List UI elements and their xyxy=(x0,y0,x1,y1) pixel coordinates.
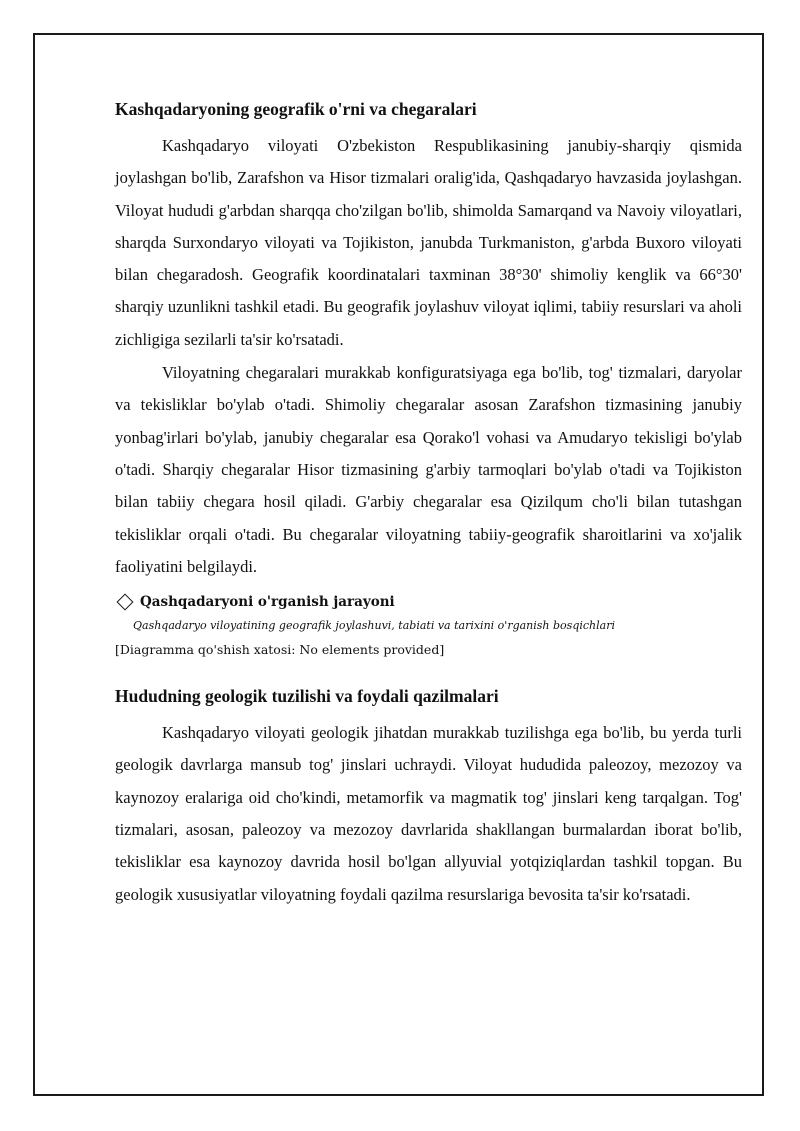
diagram-title-row xyxy=(115,590,742,614)
section-heading-geology: Hududning geologik tuzilishi va foydali qazilmalari xyxy=(115,686,499,707)
diagram-title: Qashqadaryoni o'rganish jarayoni xyxy=(140,594,395,611)
diamond-icon xyxy=(117,594,134,611)
paragraph-geology: Kashqadaryo viloyati geologik jihatdan murakkab tuzilishga ega bo'lib, bu yerda turli geologik davrlarga mansub tog' jinslari uchraydi. Viloyat hududida paleozoy, mezozoy va kaynozoy eralariga oid cho'kindi, metamorfik va magmatik tog' jinslari keng tarqalgan. Tog' tizmalari, asosan, paleozoy va mezozoy davrlarida shakllangan burmalardan iborat bo'lib, tekisliklar esa kaynozoy davrida hosil bo'lgan allyuvial yotqiziqlardan tashkil topgan. Bu geologik xususiyatlar viloyatning foydali qazilma resurslariga bevosita ta'sir ko'rsatadi. xyxy=(115,723,742,904)
diagram-error-message: [Diagramma qo'shish xatosi: No elements provided] xyxy=(115,642,445,658)
document-body xyxy=(115,95,742,911)
diagram-subtitle: Qashqadaryo viloyatining geografik joylashuvi, tabiati va tarixini o'rganish bosqichlari xyxy=(133,619,615,633)
paragraph-borders: Viloyatning chegaralari murakkab konfiguratsiyaga ega bo'lib, tog' tizmalari, daryolar va tekisliklar bo'ylab o'tadi. Shimoliy chegaralar asosan Zarafshon tizmasining janubiy yonbag'irlari bo'ylab, janubiy chegaralar esa Qorako'l vohasi va Amudaryo tekisligi bo'ylab o'tadi. Sharqiy chegaralar Hisor tizmasining g'arbiy tarmoqlari bo'ylab o'tadi va Tojikiston bilan tabiiy chegara hosil qiladi. G'arbiy chegaralar esa Qizilqum cho'li bilan tutashgan tekisliklar orqali o'tadi. Bu chegaralar viloyatning tabiiy-geografik sharoitlarini va xo'jalik faoliyatini belgilaydi. xyxy=(115,363,742,576)
diagram-block xyxy=(115,590,742,662)
paragraph-location: Kashqadaryo viloyati O'zbekiston Respublikasining janubiy-sharqiy qismida joylashgan bo'lib, Zarafshon va Hisor tizmalari oralig'ida, Qashqadaryo havzasida joylashgan. Viloyat hududi g'arbdan sharqqa cho'zilgan bo'lib, shimolda Samarqand va Navoiy viloyatlari, sharqda Surxondaryo viloyati va Tojikiston, janubda Turkmaniston, g'arbda Buxoro viloyati bilan chegaradosh. Geografik koordinatalari taxminan 38°30' shimoliy kenglik va 66°30' sharqiy uzunlikni tashkil etadi. Bu geografik joylashuv viloyat iqlimi, tabiiy resurslari va aholi zichligiga sezilarli ta'sir ko'rsatadi. xyxy=(115,136,742,349)
section-heading-geography: Kashqadaryoning geografik o'rni va chegaralari xyxy=(115,99,477,119)
